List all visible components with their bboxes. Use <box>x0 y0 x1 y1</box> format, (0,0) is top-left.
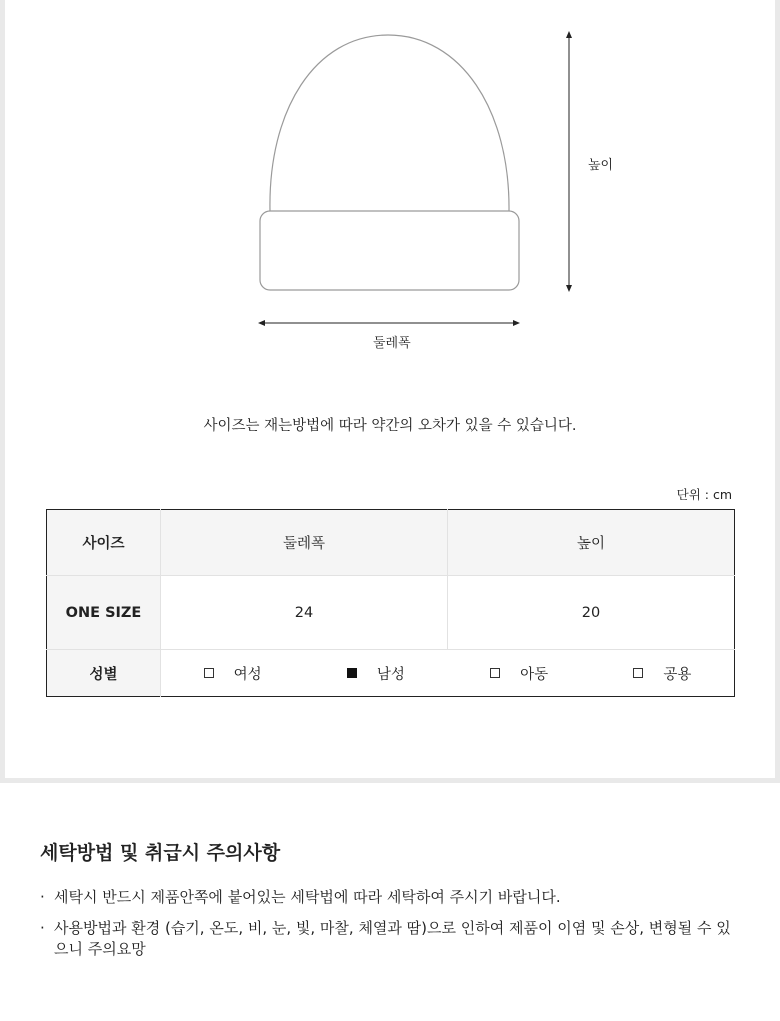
gender-option-male <box>304 663 447 684</box>
height-value-cell: 20 <box>448 576 735 650</box>
measurement-notice: 사이즈는 재는방법에 따라 약간의 오차가 있을 수 있습니다. <box>203 418 577 434</box>
height-label: 높이 <box>588 158 614 173</box>
header-height: 높이 <box>448 510 735 576</box>
gender-row <box>47 650 735 697</box>
beanie-diagram <box>0 0 780 360</box>
width-value-cell: 24 <box>161 576 448 650</box>
gender-option-label: 여성 <box>233 666 262 683</box>
gender-option-label: 아동 <box>520 666 549 683</box>
bullet-dot: · <box>40 919 45 937</box>
size-name-cell: ONE SIZE <box>47 576 161 650</box>
gender-option-unisex <box>591 663 734 684</box>
height-arrow <box>566 31 572 292</box>
unit-label: 단위 : cm <box>676 487 732 502</box>
care-instructions <box>40 838 740 970</box>
beanie-illustration <box>0 0 780 360</box>
gender-option-label: 공용 <box>663 666 692 683</box>
checkbox-kids <box>490 668 500 678</box>
header-size: 사이즈 <box>47 510 161 576</box>
care-item <box>40 918 740 960</box>
size-table <box>46 509 735 697</box>
bullet-dot: · <box>40 888 45 906</box>
beanie-cuff <box>260 211 519 290</box>
width-label: 둘레폭 <box>373 336 411 351</box>
checkbox-female <box>204 668 214 678</box>
gender-option-label: 남성 <box>376 666 405 683</box>
beanie-crown <box>270 35 509 211</box>
care-item-text: 세탁시 반드시 제품안쪽에 붙어있는 세탁법에 따라 세탁하여 주시기 바랍니다. <box>54 888 561 906</box>
gender-options <box>161 663 734 684</box>
header-width: 둘레폭 <box>161 510 448 576</box>
care-item <box>40 887 740 908</box>
gender-options-cell <box>161 650 735 697</box>
width-arrow <box>258 320 520 326</box>
care-title: 세탁방법 및 취급시 주의사항 <box>40 842 281 864</box>
gender-label-cell: 성별 <box>47 650 161 697</box>
gender-option-kids <box>448 663 591 684</box>
table-header-row <box>47 510 735 576</box>
care-item-text: 사용방법과 환경 (습기, 온도, 비, 눈, 빛, 마찰, 체열과 땀)으로 인하여 제품이 이염 및 손상, 변형될 수 있으니 주의요망 <box>54 919 731 958</box>
checkbox-unisex <box>633 668 643 678</box>
table-row <box>47 576 735 650</box>
gender-option-female <box>161 663 304 684</box>
checkbox-male <box>347 668 357 678</box>
